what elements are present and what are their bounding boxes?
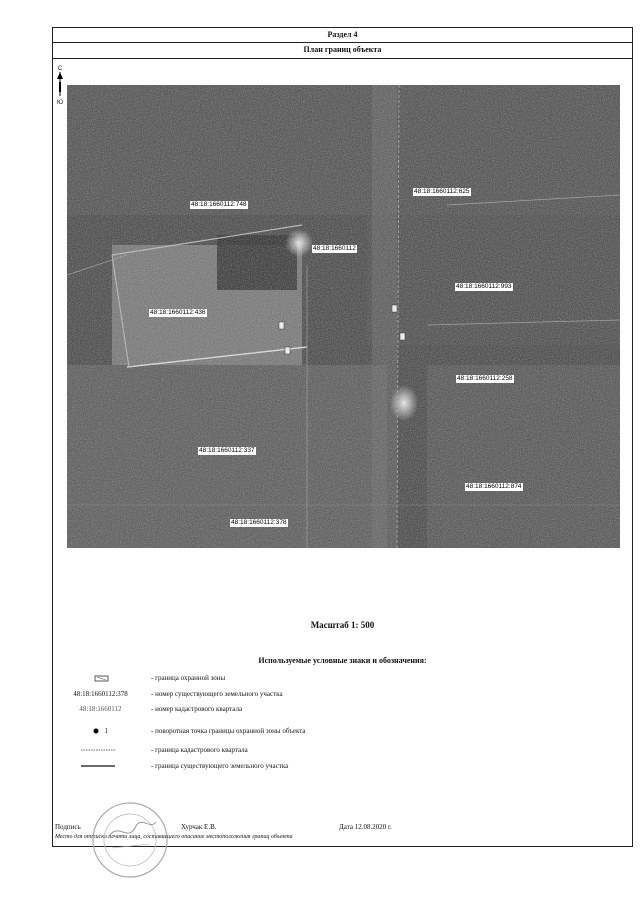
signature-date: Дата 12.08.2020 г. — [339, 823, 392, 831]
scale-label: Масштаб 1: 500 — [310, 620, 375, 630]
parcel-label: 48:18:1660112:258 — [457, 375, 513, 382]
parcel-label: 48:18:1660112:625 — [414, 188, 470, 195]
document-title: План границ объекта — [53, 42, 632, 59]
quarter-label: 48:18:1660112 — [313, 245, 356, 252]
legend-row — [53, 690, 613, 700]
aerial-map — [67, 85, 620, 548]
protection-zone-symbol — [53, 674, 148, 684]
north-arrow — [56, 66, 64, 106]
legend-row — [53, 674, 613, 684]
quarter-number-symbol: 48:18:1660112 — [79, 705, 122, 713]
legend-row — [53, 727, 613, 737]
signer-name: Хурчак Е.В. — [181, 823, 217, 831]
quarter-boundary-symbol — [53, 746, 148, 756]
document-sheet — [52, 27, 633, 847]
legend-text: - граница охранной зоны — [151, 674, 226, 682]
legend-text: - поворотная точка границы охранной зоны объекта — [151, 727, 306, 735]
parcel-boundary-symbol — [53, 762, 148, 772]
legend-text: - граница кадастрового квартала — [151, 746, 248, 754]
section-header: Раздел 4 — [53, 28, 632, 43]
parcel-label: 48:18:1660112:993 — [456, 283, 512, 290]
parcel-label: 48:18:1660112:748 — [191, 201, 247, 208]
parcel-number-symbol: 48:18:1660112:378 — [73, 690, 128, 698]
signature-label: Подпись — [55, 823, 81, 831]
legend-row — [53, 746, 613, 756]
turning-point-symbol — [53, 727, 148, 735]
point-number: 1 — [104, 727, 109, 735]
parcel-label: 48:18:1660112:436 — [150, 309, 206, 316]
parcel-label: 48:18:1660112:378 — [231, 519, 287, 526]
legend-text: - номер кадастрового квартала — [151, 705, 243, 713]
legend-row — [53, 705, 613, 715]
stamp-place-note: Место для оттиска печати лица, составившего описание местоположения границ объекта — [55, 834, 293, 840]
legend-text: - граница существующего земельного участка — [151, 762, 289, 770]
parcel-label: 48:18:1660112:337 — [199, 447, 255, 454]
legend-title: Используемые условные знаки и обозначения: — [258, 656, 427, 665]
arrow-icon — [56, 72, 64, 98]
south-label: Ю — [56, 100, 64, 106]
legend-row — [53, 762, 613, 772]
dot-icon — [93, 728, 99, 734]
parcel-label: 48:18:1660112:874 — [466, 483, 522, 490]
seal-stamp-icon — [90, 800, 170, 880]
legend-text: - номер существующего земельного участка — [151, 690, 283, 698]
north-label: С — [57, 66, 63, 72]
